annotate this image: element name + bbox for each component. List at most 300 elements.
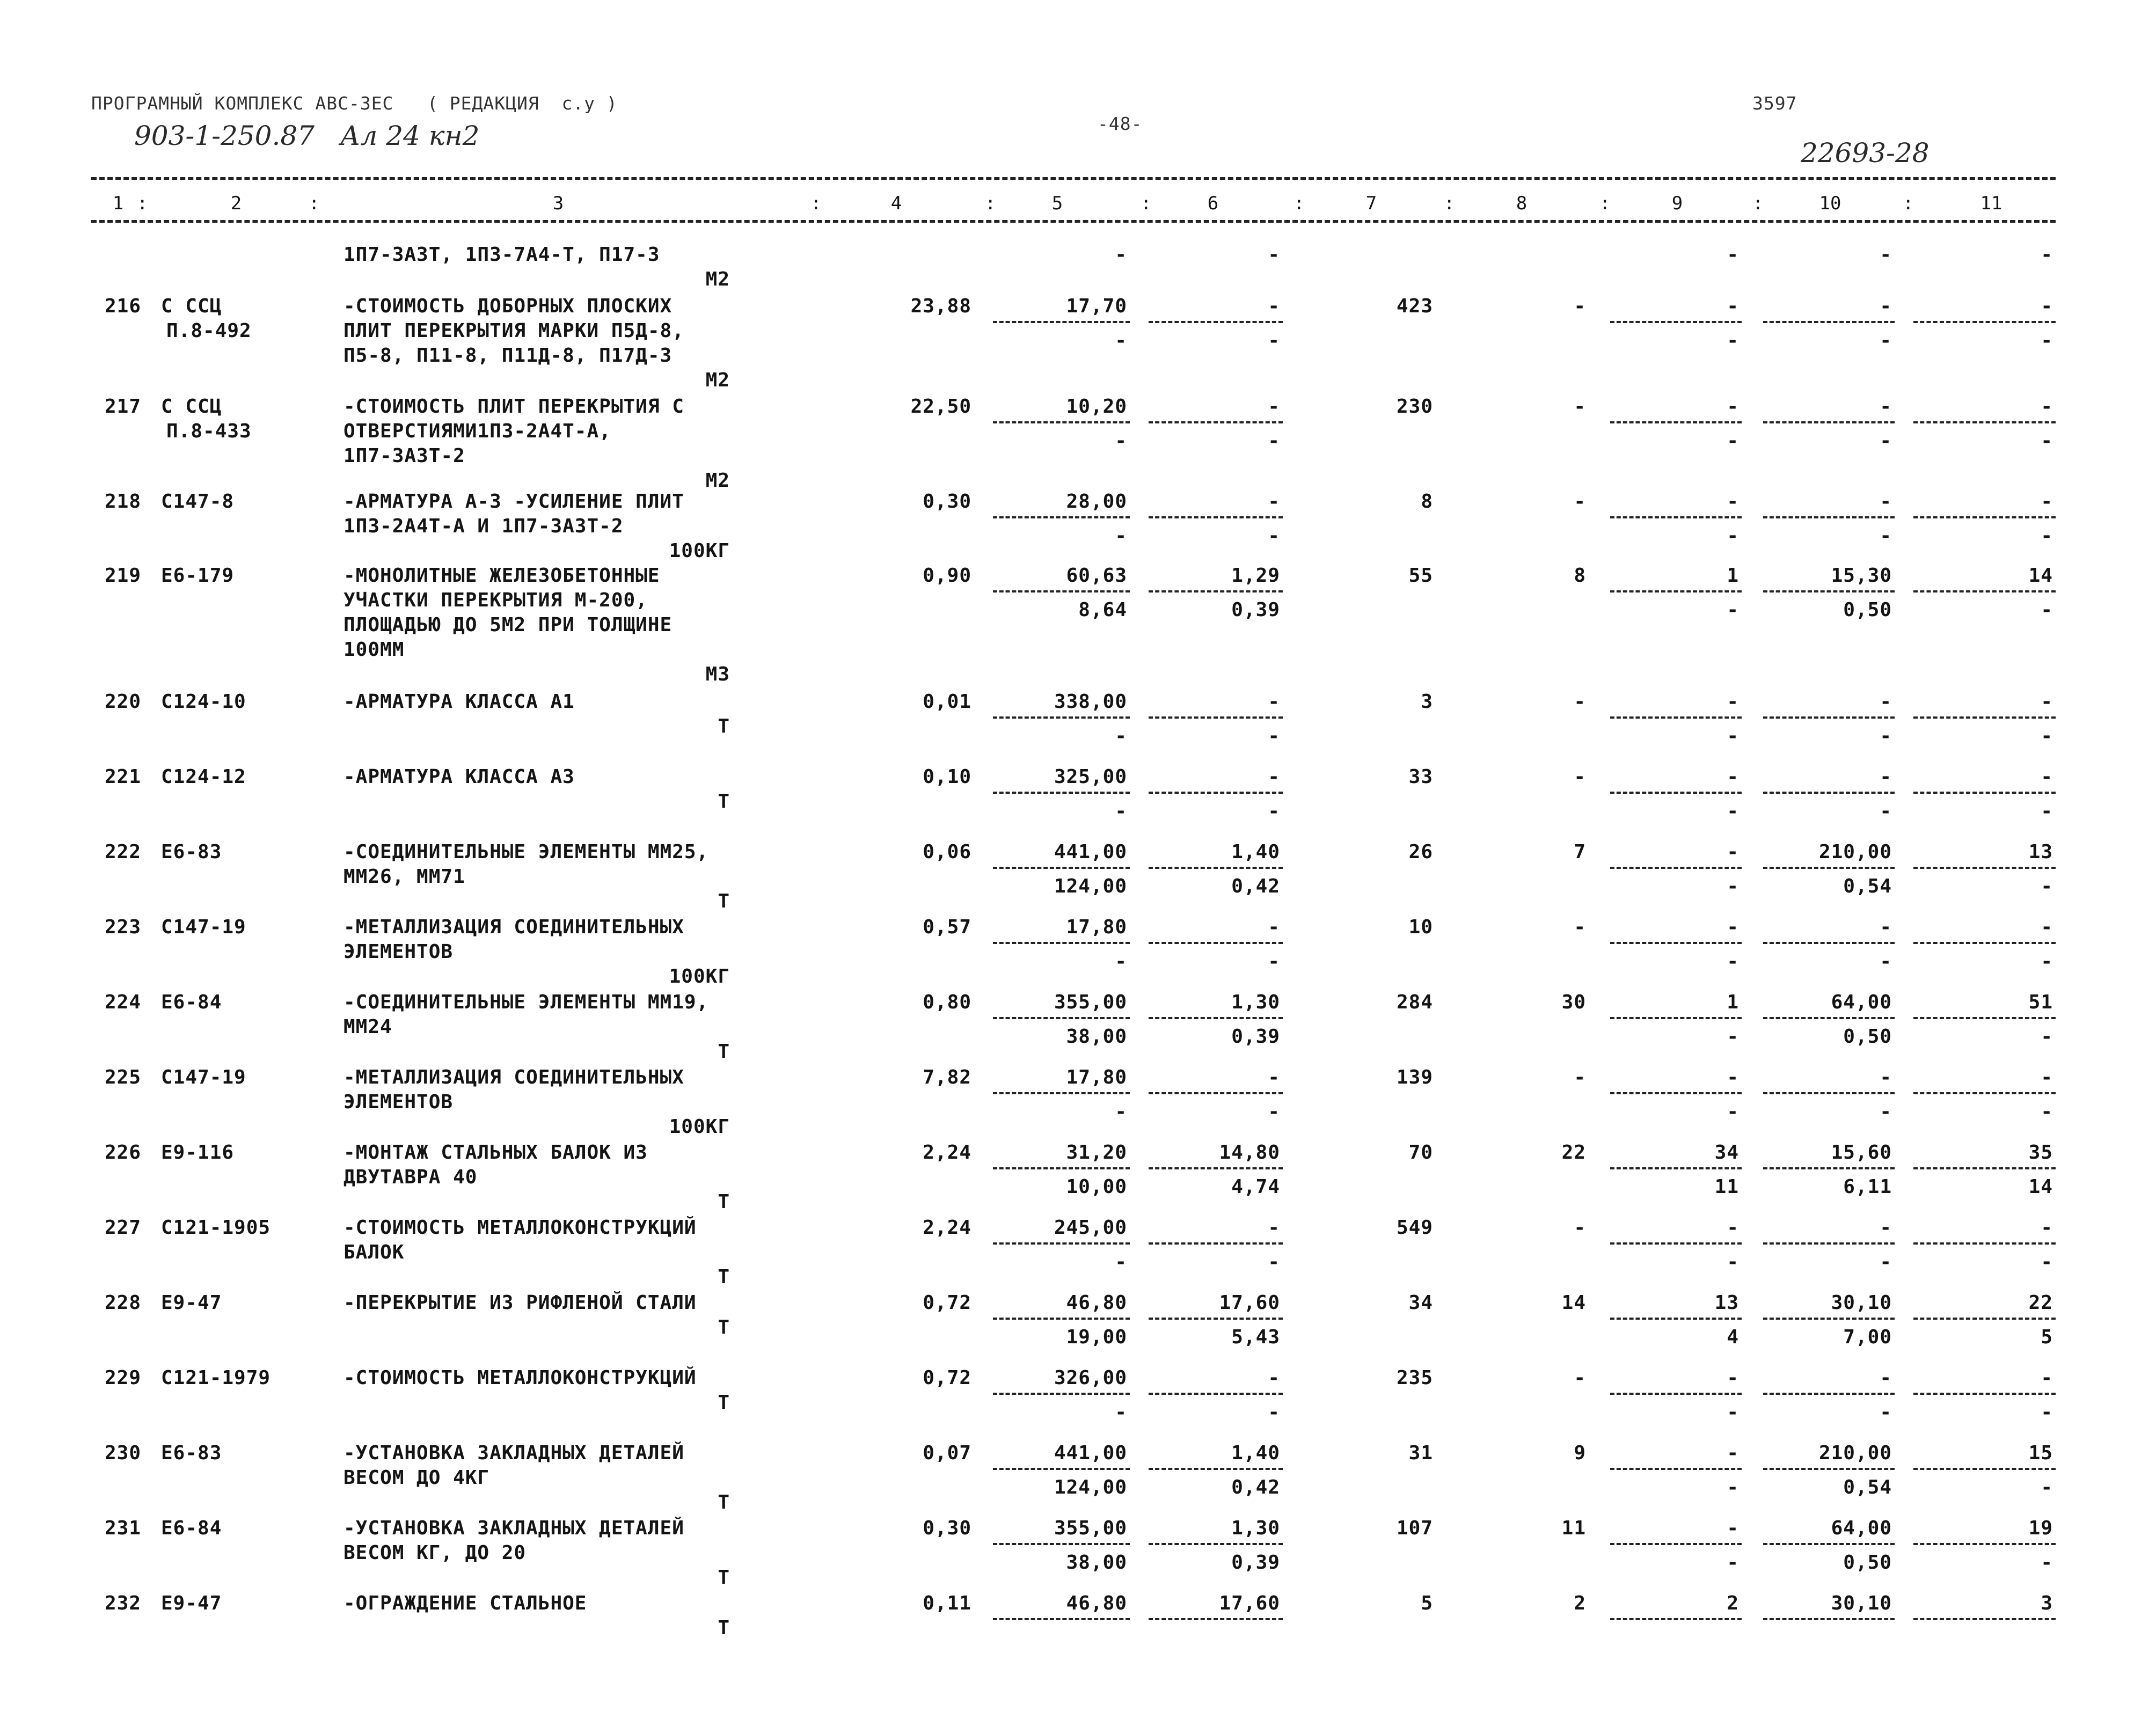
work-description: -ПЕРЕКРЫТИЕ ИЗ РИФЛЕНОЙ СТАЛИ (344, 1292, 697, 1314)
labour-value-col-6: 0,39 (1231, 1026, 1280, 1048)
cost-separator-line (993, 1092, 1130, 1094)
value-col-4: 0,72 (923, 1367, 971, 1389)
value-col-9: - (1727, 244, 1739, 266)
rate-code: С121-1905 (161, 1217, 271, 1239)
item-number: 222 (105, 841, 142, 863)
cost-separator-line (1763, 792, 1895, 794)
work-description: ЭЛЕМЕНТОВ (344, 941, 454, 963)
work-description: -АРМАТУРА КЛАССА А1 (344, 691, 575, 713)
value-col-7: 235 (1396, 1367, 1433, 1389)
rate-code: Е9-47 (161, 1592, 222, 1614)
cost-separator-line (1763, 1242, 1895, 1245)
cost-separator-line (1149, 516, 1283, 518)
value-col-5: 355,00 (1054, 991, 1127, 1013)
value-col-8: - (1574, 1367, 1586, 1389)
value-col-6: 17,60 (1219, 1592, 1280, 1614)
value-col-11: 3 (2041, 1592, 2053, 1614)
rate-code: С147-19 (161, 1066, 246, 1088)
value-col-10: - (1880, 691, 1892, 713)
labour-value-col-11: 5 (2041, 1326, 2053, 1348)
value-col-5: 441,00 (1054, 841, 1127, 863)
value-col-9: - (1727, 841, 1739, 863)
value-col-11: - (2041, 295, 2053, 317)
value-col-8: - (1574, 1217, 1586, 1239)
work-description: -СТОИМОСТЬ ДОБОРНЫХ ПЛОСКИХ (344, 295, 673, 317)
unit-of-measure: 100КГ (669, 1116, 730, 1138)
value-col-11: - (2041, 396, 2053, 418)
cost-separator-line (1149, 590, 1283, 592)
labour-value-col-10: - (1880, 800, 1892, 822)
labour-value-col-5: - (1115, 1251, 1127, 1273)
cost-separator-line (1149, 1167, 1283, 1169)
item-number: 231 (105, 1517, 142, 1539)
value-col-10: - (1880, 491, 1892, 513)
item-number: 232 (105, 1592, 142, 1614)
value-col-8: - (1574, 1066, 1586, 1088)
labour-value-col-9: 11 (1714, 1176, 1739, 1198)
value-col-9: - (1727, 1517, 1739, 1539)
value-col-11: - (2041, 1217, 2053, 1239)
labour-value-col-5: 8,64 (1078, 599, 1127, 621)
rate-code: С124-10 (161, 691, 246, 713)
labour-value-col-11: - (2041, 1476, 2053, 1498)
value-col-11: 51 (2028, 991, 2053, 1013)
value-col-8: 30 (1561, 991, 1586, 1013)
cost-separator-line (993, 792, 1130, 794)
cost-separator-line (1763, 1543, 1895, 1545)
work-description: -УСТАНОВКА ЗАКЛАДНЫХ ДЕТАЛЕЙ (344, 1517, 684, 1539)
cost-separator-line (1610, 516, 1742, 518)
value-col-6: 1,30 (1231, 991, 1280, 1013)
work-description: П5-8, П11-8, П11Д-8, П17Д-3 (344, 345, 673, 367)
labour-value-col-11: - (2041, 875, 2053, 897)
value-col-8: - (1574, 691, 1586, 713)
work-description: -СОЕДИНИТЕЛЬНЫЕ ЭЛЕМЕНТЫ ММ19, (344, 991, 709, 1013)
cost-separator-line (1763, 321, 1895, 323)
cost-separator-line (993, 1017, 1130, 1019)
rate-code: С124-12 (161, 766, 246, 788)
cost-separator-line (1610, 792, 1742, 794)
cost-separator-line (1149, 1017, 1283, 1019)
unit-of-measure: Т (718, 1191, 730, 1213)
labour-value-col-9: - (1727, 950, 1739, 972)
work-description: -МОНОЛИТНЫЕ ЖЕЛЕЗОБЕТОННЫЕ (344, 565, 660, 587)
value-col-9: - (1727, 396, 1739, 418)
value-col-9: - (1727, 1066, 1739, 1088)
labour-value-col-10: 6,11 (1843, 1176, 1892, 1198)
value-col-11: - (2041, 916, 2053, 938)
labour-value-col-6: - (1268, 330, 1280, 352)
value-col-8: - (1574, 766, 1586, 788)
value-col-9: - (1727, 916, 1739, 938)
value-col-4: 2,24 (923, 1217, 971, 1239)
labour-value-col-11: - (2041, 599, 2053, 621)
value-col-10: - (1880, 244, 1892, 266)
value-col-6: 14,80 (1219, 1142, 1280, 1164)
labour-value-col-5: - (1115, 950, 1127, 972)
value-col-5: 245,00 (1054, 1217, 1127, 1239)
item-number: 223 (105, 916, 142, 938)
value-col-7: 34 (1408, 1292, 1433, 1314)
work-description: -МЕТАЛЛИЗАЦИЯ СОЕДИНИТЕЛЬНЫХ (344, 916, 684, 938)
value-col-10: 64,00 (1831, 1517, 1892, 1539)
cost-separator-line (993, 1543, 1130, 1545)
work-description: -АРМАТУРА А-3 -УСИЛЕНИЕ ПЛИТ (344, 491, 684, 513)
value-col-5: 60,63 (1066, 565, 1127, 587)
labour-value-col-9: - (1727, 875, 1739, 897)
value-col-6: - (1268, 396, 1280, 418)
work-description: 1П7-3А3Т-2 (344, 445, 465, 467)
labour-value-col-11: - (2041, 330, 2053, 352)
cost-separator-line (993, 1468, 1130, 1470)
cost-separator-line (1763, 1618, 1895, 1620)
item-number: 221 (105, 766, 142, 788)
rate-code: С121-1979 (161, 1367, 271, 1389)
value-col-5: 441,00 (1054, 1442, 1127, 1464)
unit-of-measure: Т (718, 1266, 730, 1288)
work-description: -СТОИМОСТЬ МЕТАЛЛОКОНСТРУКЦИЙ (344, 1367, 697, 1389)
value-col-10: - (1880, 1367, 1892, 1389)
column-3: 3 (552, 193, 564, 214)
labour-value-col-5: - (1115, 430, 1127, 452)
labour-value-col-11: - (2041, 1401, 2053, 1423)
value-col-6: - (1268, 916, 1280, 938)
value-col-7: 139 (1396, 1066, 1433, 1088)
cost-separator-line (1913, 716, 2056, 719)
labour-value-col-10: 7,00 (1843, 1326, 1892, 1348)
value-col-9: - (1727, 1442, 1739, 1464)
column-header-row (0, 191, 2156, 216)
unit-of-measure: Т (718, 791, 730, 813)
work-description: -СОЕДИНИТЕЛЬНЫЕ ЭЛЕМЕНТЫ ММ25, (344, 841, 709, 863)
value-col-8: 7 (1574, 841, 1586, 863)
column-8: 8 (1516, 193, 1528, 214)
program-header: ПРОГРАМНЫЙ КОМПЛЕКС АВС-ЗЕС ( РЕДАКЦИЯ с.у ) (91, 93, 618, 114)
work-description: ДВУТАВРА 40 (344, 1166, 478, 1188)
cost-separator-line (993, 1242, 1130, 1245)
value-col-6: 1,40 (1231, 1442, 1280, 1464)
value-col-7: 33 (1408, 766, 1433, 788)
labour-value-col-6: 4,74 (1231, 1176, 1280, 1198)
value-col-4: 0,10 (923, 766, 971, 788)
page-number: -48- (1098, 113, 1143, 134)
value-col-5: 31,20 (1066, 1142, 1127, 1164)
work-description: УЧАСТКИ ПЕРЕКРЫТИЯ М-200, (344, 589, 648, 611)
value-col-8: 14 (1561, 1292, 1586, 1314)
value-col-9: 2 (1727, 1592, 1739, 1614)
cost-separator-line (1913, 1017, 2056, 1019)
value-col-5: 17,70 (1066, 295, 1127, 317)
cost-separator-line (1913, 1318, 2056, 1320)
value-col-6: 17,60 (1219, 1292, 1280, 1314)
value-col-5: 355,00 (1054, 1517, 1127, 1539)
labour-value-col-11: - (2041, 1101, 2053, 1123)
cost-separator-line (1610, 1393, 1742, 1395)
labour-value-col-5: 124,00 (1054, 1476, 1127, 1498)
cost-separator-line (1610, 1618, 1742, 1620)
column-11: 11 (1980, 193, 2002, 214)
cost-separator-line (993, 716, 1130, 719)
cost-separator-line (1610, 1092, 1742, 1094)
cost-separator-line (1610, 421, 1742, 423)
cost-separator-line (1913, 516, 2056, 518)
cost-separator-line (1149, 1092, 1283, 1094)
rate-code: Е6-83 (161, 1442, 222, 1464)
cost-separator-line (1763, 1167, 1895, 1169)
column-separator: : (985, 193, 996, 214)
labour-value-col-6: 0,42 (1231, 875, 1280, 897)
value-col-10: 15,30 (1831, 565, 1892, 587)
value-col-11: - (2041, 491, 2053, 513)
labour-value-col-6: - (1268, 800, 1280, 822)
work-description: ВЕСОМ ДО 4КГ (344, 1467, 490, 1489)
value-col-11: 35 (2028, 1142, 2053, 1164)
cost-separator-line (1610, 1017, 1742, 1019)
cost-separator-line (1149, 1618, 1283, 1620)
cost-separator-line (1913, 1242, 2056, 1245)
value-col-10: - (1880, 1217, 1892, 1239)
cost-separator-line (1149, 867, 1283, 869)
value-col-7: 230 (1396, 396, 1433, 418)
work-description: ОТВЕРСТИЯМИ1П3-2А4Т-А, (344, 420, 611, 442)
value-col-8: - (1574, 295, 1586, 317)
labour-value-col-9: - (1727, 725, 1739, 747)
column-9: 9 (1671, 193, 1683, 214)
cost-separator-line (993, 867, 1130, 869)
cost-separator-line (1149, 792, 1283, 794)
labour-value-col-10: - (1880, 725, 1892, 747)
value-col-7: 55 (1408, 565, 1433, 587)
cost-separator-line (993, 1393, 1130, 1395)
cost-separator-line (1149, 716, 1283, 719)
value-col-7: 549 (1396, 1217, 1433, 1239)
cost-separator-line (1149, 421, 1283, 423)
value-col-6: - (1268, 691, 1280, 713)
value-col-6: 1,30 (1231, 1517, 1280, 1539)
value-col-4: 0,01 (923, 691, 971, 713)
item-number: 218 (105, 491, 142, 513)
value-col-11: 22 (2028, 1292, 2053, 1314)
value-col-8: 11 (1561, 1517, 1586, 1539)
labour-value-col-11: - (2041, 1552, 2053, 1574)
value-col-8: 9 (1574, 1442, 1586, 1464)
value-col-4: 0,06 (923, 841, 971, 863)
cost-separator-line (1763, 1393, 1895, 1395)
work-description: ВЕСОМ КГ, ДО 20 (344, 1542, 527, 1564)
labour-value-col-9: - (1727, 525, 1739, 547)
value-col-8: 2 (1574, 1592, 1586, 1614)
value-col-10: - (1880, 295, 1892, 317)
labour-value-col-5: - (1115, 800, 1127, 822)
cost-separator-line (1763, 867, 1895, 869)
cost-separator-line (1913, 942, 2056, 944)
cost-separator-line (1913, 792, 2056, 794)
value-col-5: 325,00 (1054, 766, 1127, 788)
labour-value-col-6: - (1268, 525, 1280, 547)
document-code: 3597 (1752, 93, 1797, 114)
labour-value-col-5: - (1115, 1101, 1127, 1123)
labour-value-col-9: 4 (1727, 1326, 1739, 1348)
labour-value-col-11: - (2041, 725, 2053, 747)
value-col-10: - (1880, 916, 1892, 938)
value-col-6: 1,29 (1231, 565, 1280, 587)
value-col-9: 1 (1727, 991, 1739, 1013)
labour-value-col-9: - (1727, 1552, 1739, 1574)
labour-value-col-9: - (1727, 1401, 1739, 1423)
rate-code: С ССЦ (161, 295, 222, 317)
value-col-6: - (1268, 1217, 1280, 1239)
value-col-6: - (1268, 295, 1280, 317)
value-col-4: 0,07 (923, 1442, 971, 1464)
labour-value-col-5: - (1115, 725, 1127, 747)
value-col-9: - (1727, 766, 1739, 788)
value-col-9: 34 (1714, 1142, 1739, 1164)
cost-separator-line (1610, 716, 1742, 719)
item-number: 227 (105, 1217, 142, 1239)
cost-separator-line (1149, 1242, 1283, 1245)
labour-value-col-9: - (1727, 599, 1739, 621)
labour-value-col-6: 0,39 (1231, 599, 1280, 621)
item-number: 224 (105, 991, 142, 1013)
unit-of-measure: Т (718, 1392, 730, 1414)
value-col-10: - (1880, 1066, 1892, 1088)
value-col-8: - (1574, 916, 1586, 938)
cost-separator-line (1913, 1618, 2056, 1620)
labour-value-col-6: - (1268, 1101, 1280, 1123)
cost-separator-line (1913, 421, 2056, 423)
cost-separator-line (1763, 590, 1895, 592)
item-number: 230 (105, 1442, 142, 1464)
cost-separator-line (1610, 942, 1742, 944)
value-col-5: 338,00 (1054, 691, 1127, 713)
unit-of-measure: Т (718, 1567, 730, 1589)
work-description: ПЛИТ ПЕРЕКРЫТИЯ МАРКИ П5Д-8, (344, 320, 684, 342)
labour-value-col-9: - (1727, 330, 1739, 352)
value-col-4: 22,50 (910, 396, 971, 418)
value-col-4: 0,80 (923, 991, 971, 1013)
value-col-5: 46,80 (1066, 1592, 1127, 1614)
value-col-11: - (2041, 244, 2053, 266)
value-col-6: - (1268, 1367, 1280, 1389)
column-separator: : (1293, 193, 1305, 214)
column-separator: : (1599, 193, 1611, 214)
unit-of-measure: Т (718, 1617, 730, 1639)
cost-separator-line (1610, 1543, 1742, 1545)
value-col-10: 210,00 (1818, 841, 1892, 863)
labour-value-col-10: - (1880, 525, 1892, 547)
work-description: ПЛОЩАДЬЮ ДО 5М2 ПРИ ТОЛЩИНЕ (344, 614, 673, 636)
value-col-10: 210,00 (1818, 1442, 1892, 1464)
cost-separator-line (1763, 1318, 1895, 1320)
labour-value-col-10: 0,50 (1843, 1552, 1892, 1574)
value-col-4: 0,30 (923, 1517, 971, 1539)
cost-separator-line (1763, 1092, 1895, 1094)
cost-separator-line (993, 1618, 1130, 1620)
labour-value-col-6: - (1268, 725, 1280, 747)
column-separator: : (1444, 193, 1455, 214)
cost-separator-line (1913, 1468, 2056, 1470)
labour-value-col-5: - (1115, 525, 1127, 547)
value-col-4: 7,82 (923, 1066, 971, 1088)
value-col-7: 10 (1408, 916, 1433, 938)
value-col-7: 8 (1421, 491, 1433, 513)
labour-value-col-5: 38,00 (1066, 1026, 1127, 1048)
cost-separator-line (1763, 942, 1895, 944)
item-number: 217 (105, 396, 142, 418)
unit-of-measure: 100КГ (669, 965, 730, 987)
labour-value-col-11: - (2041, 1026, 2053, 1048)
value-col-9: - (1727, 491, 1739, 513)
labour-value-col-6: - (1268, 430, 1280, 452)
value-col-6: - (1268, 491, 1280, 513)
unit-of-measure: Т (718, 715, 730, 737)
labour-value-col-6: 0,42 (1231, 1476, 1280, 1498)
labour-value-col-11: - (2041, 525, 2053, 547)
value-col-8: 22 (1561, 1142, 1586, 1164)
cost-separator-line (993, 942, 1130, 944)
item-number: 220 (105, 691, 142, 713)
cost-separator-line (1610, 1242, 1742, 1245)
value-col-4: 0,30 (923, 491, 971, 513)
column-separator: : (137, 193, 148, 214)
labour-value-col-10: 0,54 (1843, 1476, 1892, 1498)
value-col-11: 15 (2028, 1442, 2053, 1464)
value-col-10: 15,60 (1831, 1142, 1892, 1164)
value-col-4: 23,88 (910, 295, 971, 317)
cost-separator-line (1763, 1017, 1895, 1019)
labour-value-col-6: 5,43 (1231, 1326, 1280, 1348)
value-col-9: - (1727, 1217, 1739, 1239)
labour-value-col-10: - (1880, 1251, 1892, 1273)
cost-separator-line (1149, 1393, 1283, 1395)
labour-value-col-11: - (2041, 1251, 2053, 1273)
cost-separator-line (1763, 716, 1895, 719)
labour-value-col-11: - (2041, 950, 2053, 972)
cost-separator-line (1913, 590, 2056, 592)
labour-value-col-9: - (1727, 1101, 1739, 1123)
column-separator: : (309, 193, 320, 214)
value-col-6: 1,40 (1231, 841, 1280, 863)
rate-code: С ССЦ (161, 396, 222, 418)
rate-code: Е6-179 (161, 565, 235, 587)
value-col-4: 2,24 (923, 1142, 971, 1164)
value-col-9: 13 (1714, 1292, 1739, 1314)
value-col-7: 423 (1396, 295, 1433, 317)
cost-separator-line (1763, 421, 1895, 423)
work-description: ММ26, ММ71 (344, 866, 465, 888)
value-col-5: 10,20 (1066, 396, 1127, 418)
labour-value-col-10: - (1880, 1401, 1892, 1423)
cost-separator-line (993, 516, 1130, 518)
labour-value-col-11: - (2041, 800, 2053, 822)
value-col-4: 0,90 (923, 565, 971, 587)
labour-value-col-6: - (1268, 1251, 1280, 1273)
value-col-5: 326,00 (1054, 1367, 1127, 1389)
cost-separator-line (1149, 1318, 1283, 1320)
value-col-9: 1 (1727, 565, 1739, 587)
cost-separator-line (1913, 1092, 2056, 1094)
rate-code: Е9-116 (161, 1142, 235, 1164)
value-col-11: 19 (2028, 1517, 2053, 1539)
cost-separator-line (1610, 1167, 1742, 1169)
cost-separator-line (1913, 321, 2056, 323)
handwritten-number: 22693-28 (1801, 137, 1930, 169)
unit-of-measure: Т (718, 1491, 730, 1513)
labour-value-col-9: - (1727, 1476, 1739, 1498)
labour-value-col-10: - (1880, 330, 1892, 352)
cost-separator-line (1149, 942, 1283, 944)
labour-value-col-11: - (2041, 430, 2053, 452)
